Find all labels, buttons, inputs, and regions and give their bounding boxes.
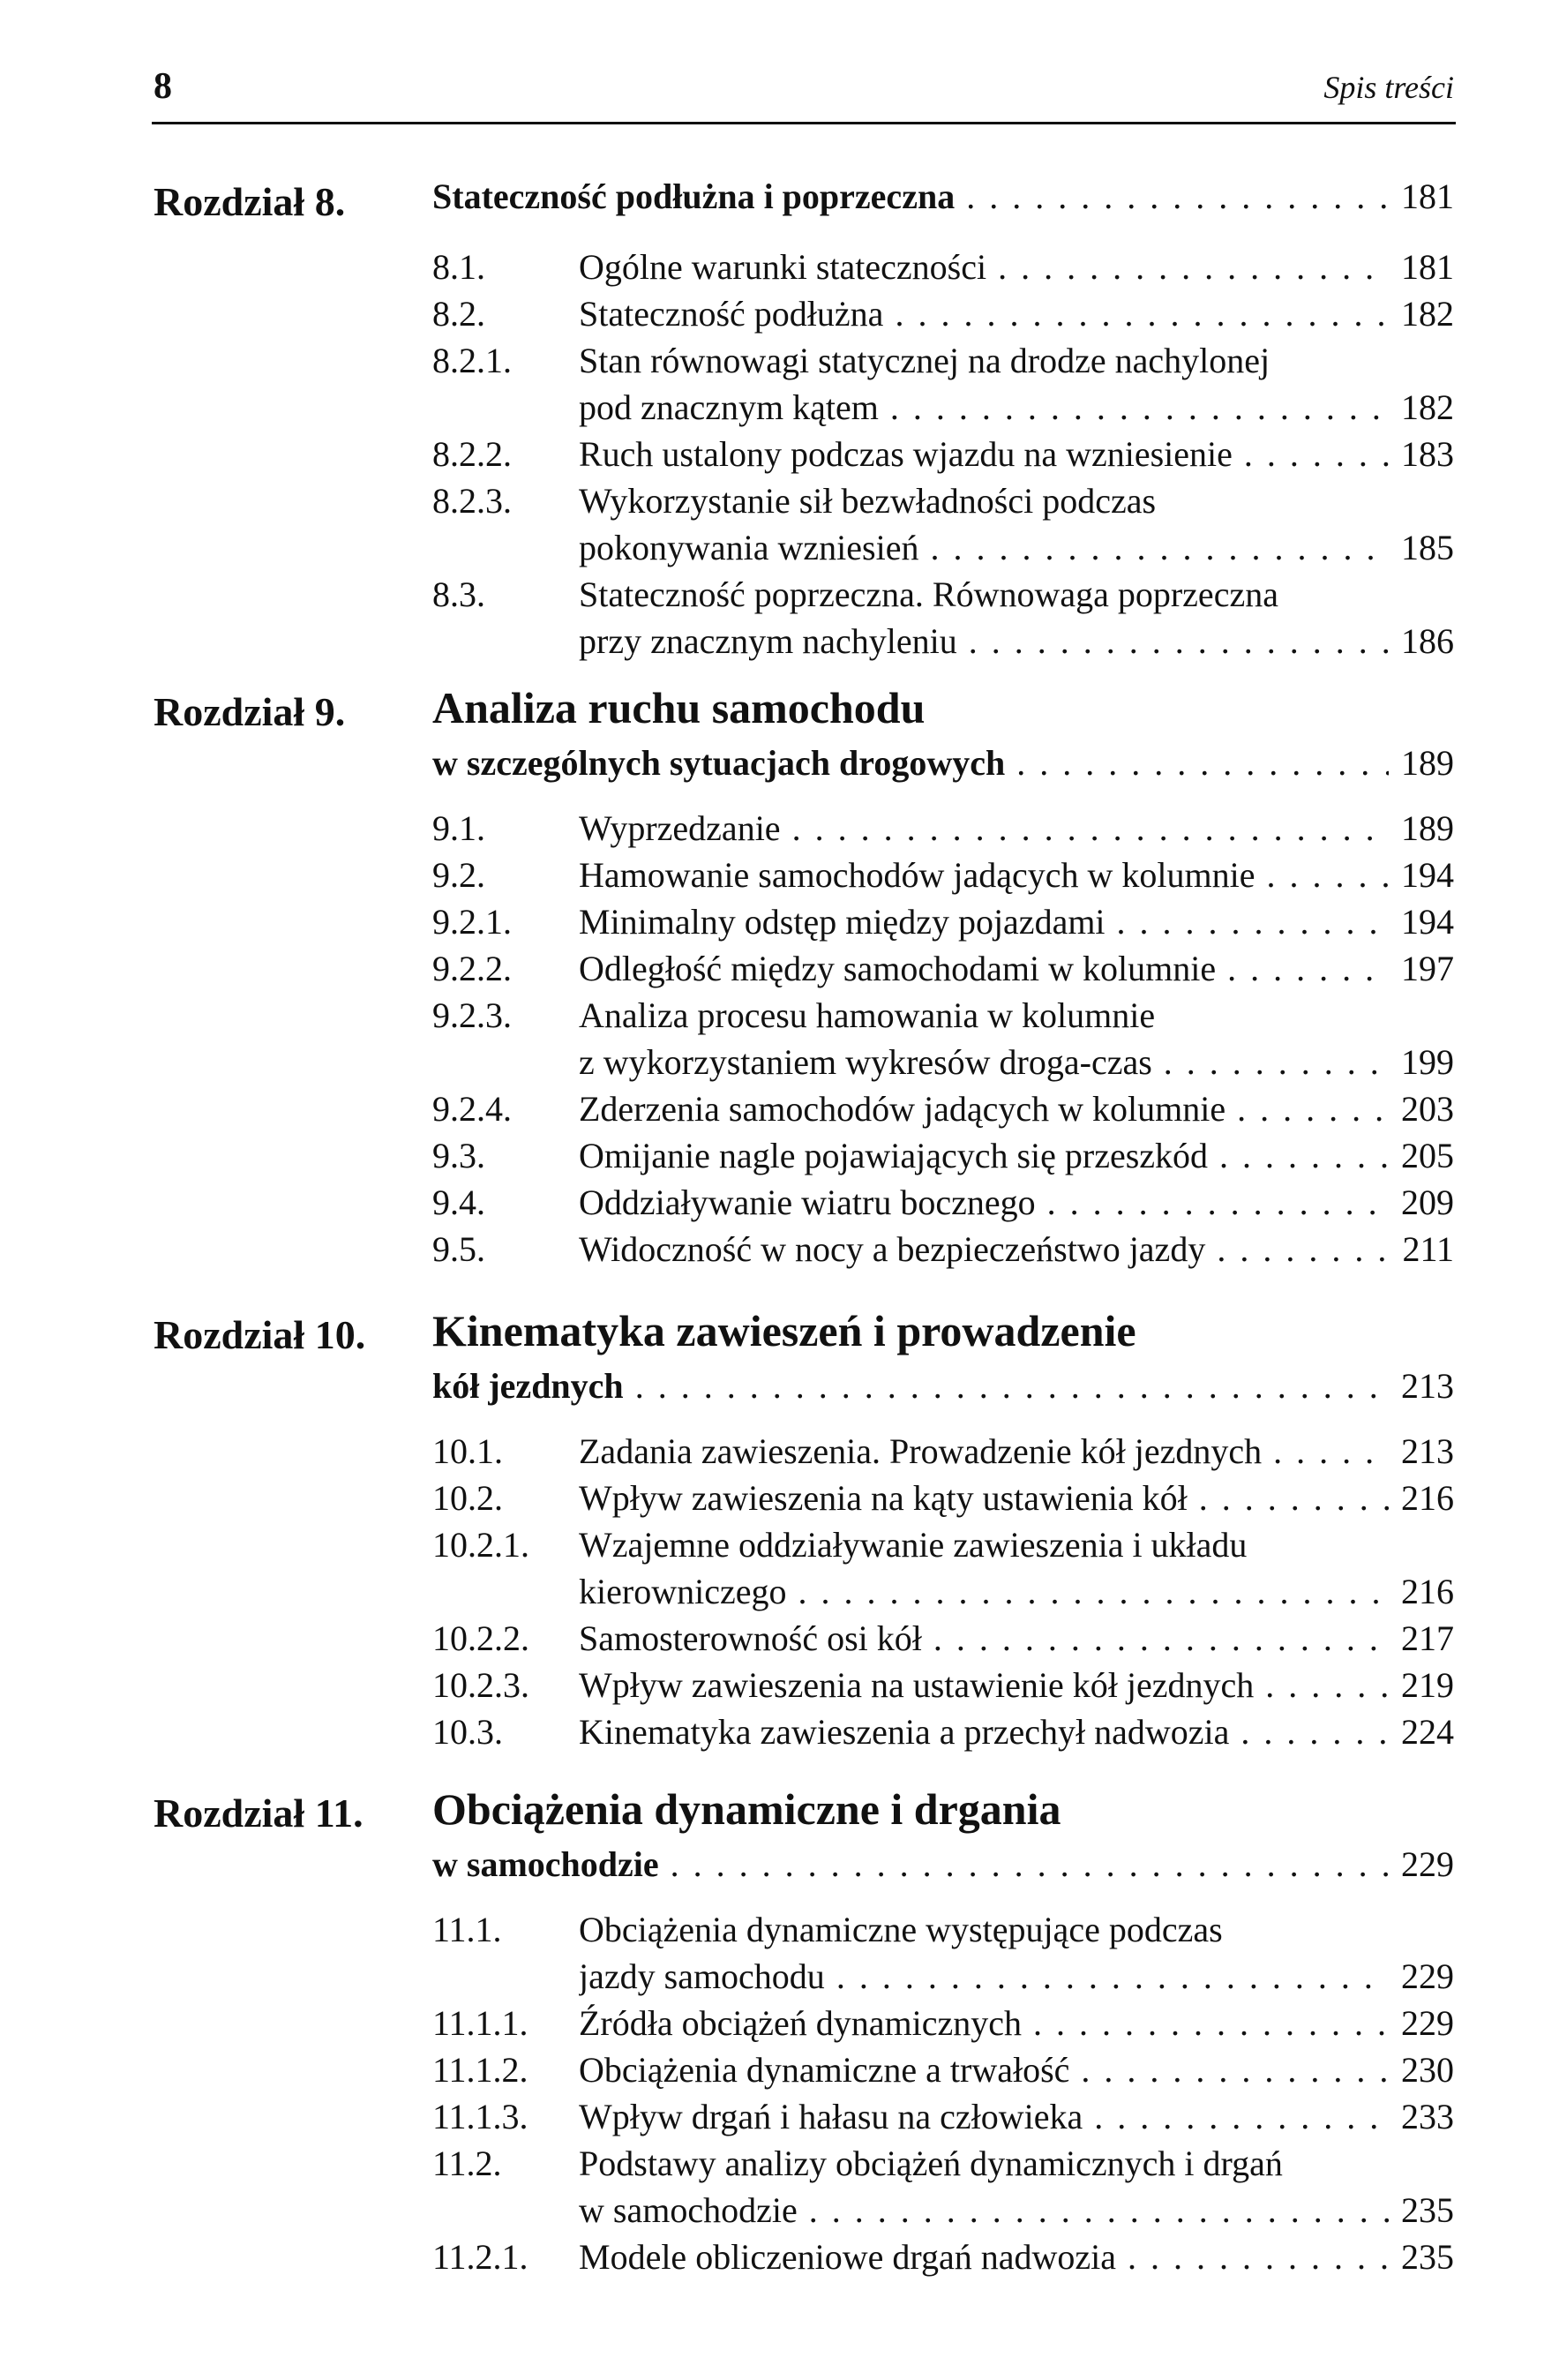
entry-number: 11.1.1.: [432, 2003, 528, 2043]
entry-title: Wyprzedzanie . . .: [579, 805, 1389, 852]
toc-entry[interactable]: [432, 1906, 1454, 1953]
toc-entry[interactable]: [432, 571, 1454, 618]
header-rule: [152, 122, 1456, 124]
entry-number: 10.2.3.: [432, 1665, 529, 1705]
entry-page: 185: [1401, 528, 1454, 567]
toc-entry[interactable]: [432, 337, 1454, 384]
entry-title: Stateczność poprzeczna. Równowaga poprzeczna: [579, 574, 1278, 614]
entry-title-continued: kierowniczego . . .: [579, 1568, 1389, 1615]
chapter-label: Rozdział 9.: [154, 689, 346, 734]
chapter-page: 229: [1401, 1844, 1454, 1884]
entry-number: 8.3.: [432, 574, 485, 614]
entry-number: 11.1.3.: [432, 2097, 528, 2136]
entry-title: Oddziaływanie wiatru bocznego . . .: [579, 1179, 1389, 1226]
entry-number: 8.2.: [432, 294, 485, 334]
entry-number: 10.2.1.: [432, 1525, 529, 1565]
chapter-title[interactable]: [432, 683, 1454, 796]
chapter-title-text: Analiza ruchu samochodu: [432, 683, 926, 732]
entry-number: 9.2.: [432, 855, 485, 895]
chapter-title-line: [432, 1363, 1454, 1419]
entry-title: Wzajemne oddziaływanie zawieszenia i układu: [579, 1525, 1248, 1565]
toc-entry[interactable]: [432, 2234, 1454, 2280]
entry-number: 10.2.: [432, 1478, 503, 1518]
running-title: Spis treści: [1323, 70, 1454, 105]
page-number: 8: [154, 66, 172, 107]
entry-title: Zadania zawieszenia. Prowadzenie kół jezdnych . . .: [579, 1428, 1389, 1475]
toc-entry[interactable]: [432, 2000, 1454, 2046]
entry-title: Widoczność w nocy a bezpieczeństwo jazdy . . .: [579, 1226, 1389, 1273]
toc-entry[interactable]: [432, 477, 1454, 524]
entry-number: 11.1.2.: [432, 2050, 528, 2090]
entry-title: Wpływ zawieszenia na kąty ustawienia kół . . .: [579, 1475, 1389, 1521]
entry-number: 8.2.2.: [432, 434, 512, 474]
chapter-title[interactable]: [432, 1784, 1454, 1897]
entry-number: 11.1.: [432, 1910, 502, 1949]
entry-title: Stateczność podłużna . . .: [579, 290, 1389, 337]
chapter-title[interactable]: [432, 173, 1454, 229]
toc-entry-continuation[interactable]: [432, 524, 1454, 571]
entry-page: 229: [1401, 1956, 1454, 1996]
entry-title: Obciążenia dynamiczne a trwałość . . .: [579, 2046, 1389, 2093]
entry-title: Kinematyka zawieszenia a przechył nadwozia . . .: [579, 1708, 1389, 1755]
entry-number: 8.2.3.: [432, 481, 512, 521]
entry-title: Stan równowagi statycznej na drodze nachylonej: [579, 341, 1270, 380]
entry-number: 11.2.: [432, 2144, 502, 2183]
toc-entry[interactable]: [432, 1428, 1454, 1475]
entry-page: 217: [1401, 1618, 1454, 1658]
chapter-page: 213: [1401, 1366, 1454, 1406]
entry-title: Samosterowność osi kół . . .: [579, 1615, 1389, 1662]
chapter-title[interactable]: [432, 1306, 1454, 1419]
toc-entry[interactable]: [432, 1615, 1454, 1662]
entry-page: 219: [1401, 1665, 1454, 1705]
entry-title: Ogólne warunki stateczności . . .: [579, 244, 1389, 290]
entry-title: Hamowanie samochodów jadących w kolumnie . . .: [579, 852, 1389, 898]
toc-entry[interactable]: [432, 2140, 1454, 2187]
toc-entry[interactable]: [432, 1085, 1454, 1132]
entry-number: 9.2.2.: [432, 949, 512, 988]
toc-entry[interactable]: [432, 1132, 1454, 1179]
entry-list: [432, 1428, 1454, 1755]
toc-entry[interactable]: [432, 805, 1454, 852]
entry-title: Modele obliczeniowe drgań nadwozia . . .: [579, 2234, 1389, 2280]
chapter-title-line: [432, 1784, 1454, 1841]
chapter-title-line: [432, 683, 1454, 740]
entry-page: 229: [1401, 2003, 1454, 2043]
toc-entry[interactable]: [432, 945, 1454, 992]
entry-title: Odległość między samochodami w kolumnie . . .: [579, 945, 1389, 992]
entry-number: 9.5.: [432, 1229, 485, 1269]
chapter-page: 189: [1401, 743, 1454, 783]
toc-entry[interactable]: [432, 1662, 1454, 1708]
entry-page: 181: [1401, 247, 1454, 287]
chapter-title-line: [432, 173, 1454, 229]
entry-page: 199: [1401, 1042, 1454, 1082]
entry-page: 224: [1401, 1712, 1454, 1752]
entry-title: Omijanie nagle pojawiających się przeszkód . . .: [579, 1132, 1389, 1179]
entry-page: 182: [1401, 387, 1454, 427]
entry-title: Analiza procesu hamowania w kolumnie: [579, 995, 1156, 1035]
chapter-title-text: Kinematyka zawieszeń i prowadzenie: [432, 1306, 1136, 1355]
entry-number: 9.2.3.: [432, 995, 512, 1035]
entry-number: 9.3.: [432, 1136, 485, 1175]
toc-entry[interactable]: [432, 992, 1454, 1039]
entry-list: [432, 1906, 1454, 2280]
toc-entry[interactable]: [432, 898, 1454, 945]
toc-entry-continuation[interactable]: [432, 1568, 1454, 1615]
chapter-label: Rozdział 10.: [154, 1312, 366, 1357]
chapter-title-text: kół jezdnych . . .: [432, 1363, 1389, 1409]
entry-page: 235: [1401, 2237, 1454, 2277]
entry-title: Źródła obciążeń dynamicznych . . .: [579, 2000, 1389, 2046]
entry-number: 10.2.2.: [432, 1618, 529, 1658]
entry-title-continued: pokonywania wzniesień . . .: [579, 524, 1389, 571]
toc-entry[interactable]: [432, 852, 1454, 898]
entry-number: 10.3.: [432, 1712, 503, 1752]
chapter-label: Rozdział 8.: [154, 179, 346, 224]
entry-page: 211: [1402, 1229, 1454, 1269]
chapter-title-line: [432, 740, 1454, 796]
entry-number: 8.2.1.: [432, 341, 512, 380]
entry-page: 182: [1401, 294, 1454, 334]
toc-entry[interactable]: [432, 1521, 1454, 1568]
entry-number: 9.4.: [432, 1182, 485, 1222]
entry-page: 203: [1401, 1089, 1454, 1129]
entry-page: 213: [1401, 1431, 1454, 1471]
chapter-title-text: Obciążenia dynamiczne i drgania: [432, 1784, 1061, 1834]
entry-title: Zderzenia samochodów jadących w kolumnie . . .: [579, 1085, 1389, 1132]
entry-page: 235: [1401, 2190, 1454, 2230]
entry-number: 8.1.: [432, 247, 485, 287]
entry-title-continued: jazdy samochodu . . .: [579, 1953, 1389, 2000]
entry-title-continued: pod znacznym kątem . . .: [579, 384, 1389, 431]
chapter-title-line: [432, 1306, 1454, 1363]
entry-number: 9.1.: [432, 808, 485, 848]
entry-title: Obciążenia dynamiczne występujące podczas: [579, 1910, 1223, 1949]
entry-title: Wpływ drgań i hałasu na człowieka . . .: [579, 2093, 1389, 2140]
entry-title-continued: z wykorzystaniem wykresów droga-czas . . .: [579, 1039, 1389, 1085]
toc-entry-continuation[interactable]: [432, 2187, 1454, 2234]
entry-page: 233: [1401, 2097, 1454, 2136]
entry-title-continued: przy znacznym nachyleniu . . .: [579, 618, 1389, 664]
entry-title: Podstawy analizy obciążeń dynamicznych i drgań: [579, 2144, 1283, 2183]
chapter-title-text: Stateczność podłużna i poprzeczna . . .: [432, 173, 1389, 220]
entry-number: 9.2.4.: [432, 1089, 512, 1129]
toc-entry[interactable]: [432, 1226, 1454, 1273]
entry-title: Minimalny odstęp między pojazdami . . .: [579, 898, 1389, 945]
entry-list: [432, 244, 1454, 664]
toc-entry[interactable]: [432, 1179, 1454, 1226]
chapter-label: Rozdział 11.: [154, 1791, 364, 1836]
toc-entry-continuation[interactable]: [432, 1039, 1454, 1085]
entry-page: 194: [1401, 855, 1454, 895]
entry-title: Ruch ustalony podczas wjazdu na wzniesienie . . .: [579, 431, 1389, 477]
toc-entry[interactable]: [432, 2046, 1454, 2093]
page-header: [154, 65, 1454, 118]
entry-page: 216: [1401, 1572, 1454, 1611]
entry-title: Wpływ zawieszenia na ustawienie kół jezdnych . . .: [579, 1662, 1389, 1708]
entry-page: 197: [1401, 949, 1454, 988]
entry-list: [432, 805, 1454, 1273]
chapter-title-text: w samochodzie . . .: [432, 1841, 1389, 1888]
toc-entry-continuation[interactable]: [432, 1953, 1454, 2000]
chapter-title-line: [432, 1841, 1454, 1897]
toc-entry-continuation[interactable]: [432, 384, 1454, 431]
toc-entry[interactable]: [432, 1708, 1454, 1755]
entry-title-continued: w samochodzie . . .: [579, 2187, 1389, 2234]
entry-page: 230: [1401, 2050, 1454, 2090]
entry-page: 183: [1401, 434, 1454, 474]
entry-number: 11.2.1.: [432, 2237, 528, 2277]
chapter-title-text: w szczególnych sytuacjach drogowych . . .: [432, 740, 1389, 786]
toc-entry[interactable]: [432, 2093, 1454, 2140]
entry-page: 189: [1401, 808, 1454, 848]
entry-title: Wykorzystanie sił bezwładności podczas: [579, 481, 1157, 521]
entry-page: 209: [1401, 1182, 1454, 1222]
chapter-page: 181: [1401, 176, 1454, 216]
toc-entry[interactable]: [432, 1475, 1454, 1521]
toc-entry-continuation[interactable]: [432, 618, 1454, 664]
toc-entry[interactable]: [432, 290, 1454, 337]
entry-number: 9.2.1.: [432, 902, 512, 942]
entry-page: 216: [1401, 1478, 1454, 1518]
toc-entry[interactable]: [432, 431, 1454, 477]
entry-number: 10.1.: [432, 1431, 503, 1471]
toc-entry[interactable]: [432, 244, 1454, 290]
entry-page: 205: [1401, 1136, 1454, 1175]
entry-page: 186: [1401, 621, 1454, 661]
entry-page: 194: [1401, 902, 1454, 942]
